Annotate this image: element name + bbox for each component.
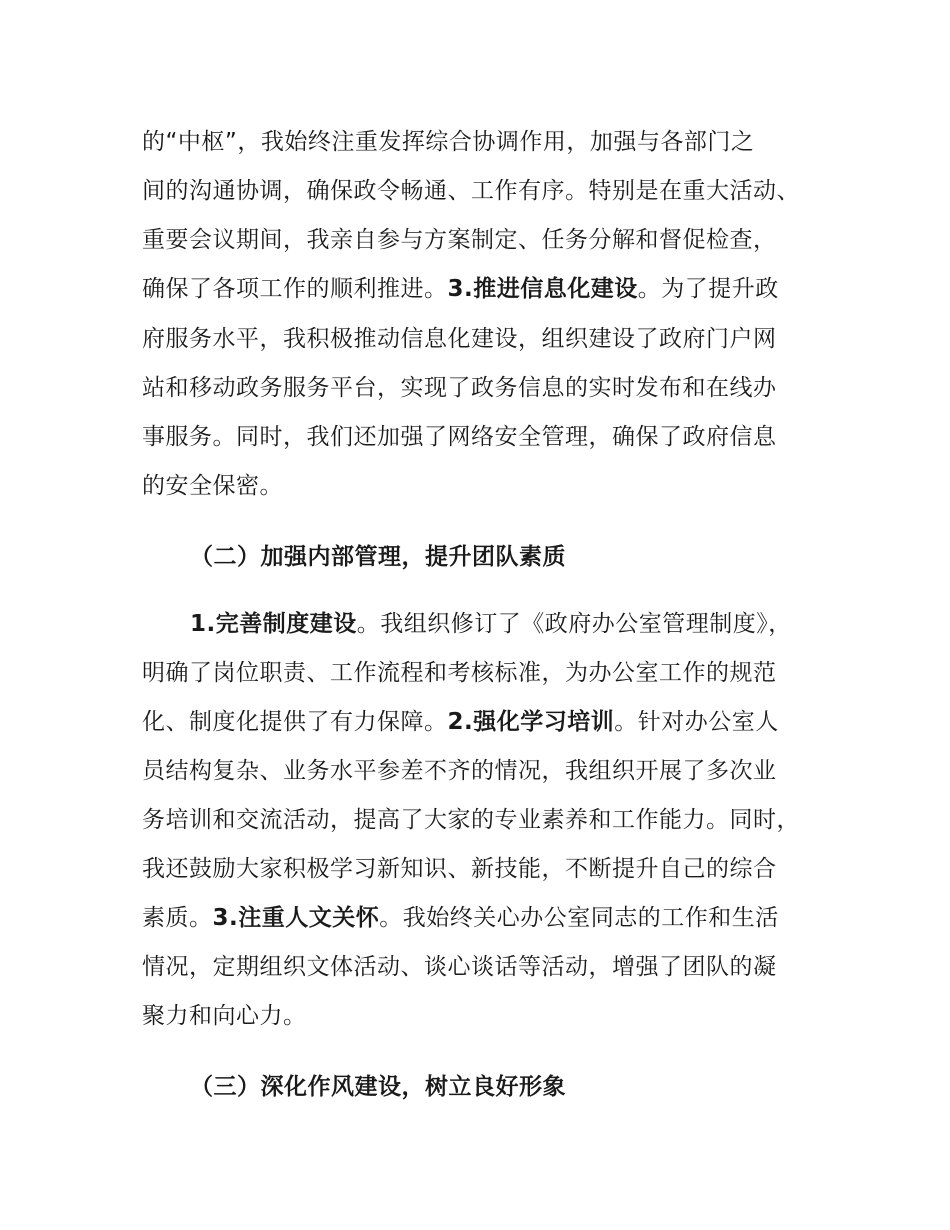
section-heading-2: （二）加强内部管理，提升团队素质 <box>190 544 566 570</box>
para1-line-4-text-c: 。为了提升政 <box>637 276 779 302</box>
section-heading-3: （三）深化作风建设，树立良好形象 <box>190 1074 566 1100</box>
para1-line-2: 间的沟通协调，确保政令畅通、工作有序。特别是在重大活动、 <box>142 178 800 204</box>
para1-line-4 <box>142 265 832 314</box>
para2-line-3 <box>142 698 832 747</box>
para1-line-3: 重要会议期间，我亲自参与方案制定、任务分解和督促检查， <box>142 227 777 253</box>
para1-line-6: 站和移动政务服务平台，实现了政务信息的实时发布和在线办 <box>142 375 777 401</box>
para2-line-7-text-c: 。我始终关心办公室同志的工作和生活 <box>379 905 779 931</box>
para2-line-3-text-a: 化、制度化提供了有力保障。 <box>142 709 448 735</box>
para2-line-4: 员结构复杂、业务水平参差不齐的情况，我组织开展了多次业 <box>142 758 777 784</box>
para2-line-3-text-c: 。针对办公室人 <box>614 709 779 735</box>
para2-line-7-text-a: 素质。 <box>142 905 213 931</box>
item-3-informatization-title: 3.推进信息化建设 <box>447 276 638 302</box>
item-3-care-title: 3.注重人文关怀 <box>212 905 380 931</box>
para1-line-8: 的安全保密。 <box>142 473 283 499</box>
para2-line-1-text-b: 。我组织修订了《政府办公室管理制度》， <box>356 611 792 637</box>
para1-line-7: 事服务。同时，我们还加强了网络安全管理，确保了政府信息 <box>142 424 777 450</box>
para1-line-1: 的“中枢”，我始终注重发挥综合协调作用，加强与各部门之 <box>142 129 755 155</box>
para2-line-1 <box>190 600 832 649</box>
para2-line-7 <box>142 894 832 943</box>
para2-line-8: 情况，定期组织文体活动、谈心谈话等活动，增强了团队的凝 <box>142 954 777 980</box>
para2-line-9: 聚力和向心力。 <box>142 1003 307 1029</box>
para2-line-6: 我还鼓励大家积极学习新知识、新技能，不断提升自己的综合 <box>142 856 777 882</box>
para1-line-4-text-a: 确保了各项工作的顺利推进。 <box>142 276 448 302</box>
para2-line-5: 务培训和交流活动，提高了大家的专业素养和工作能力。同时， <box>142 807 800 833</box>
para1-line-5: 府服务水平，我积极推动信息化建设，组织建设了政府门户网 <box>142 326 777 352</box>
item-1-system-title: 1.完善制度建设 <box>190 611 357 637</box>
item-2-training-title: 2.强化学习培训 <box>447 709 615 735</box>
para2-line-2: 明确了岗位职责、工作流程和考核标准，为办公室工作的规范 <box>142 660 777 686</box>
